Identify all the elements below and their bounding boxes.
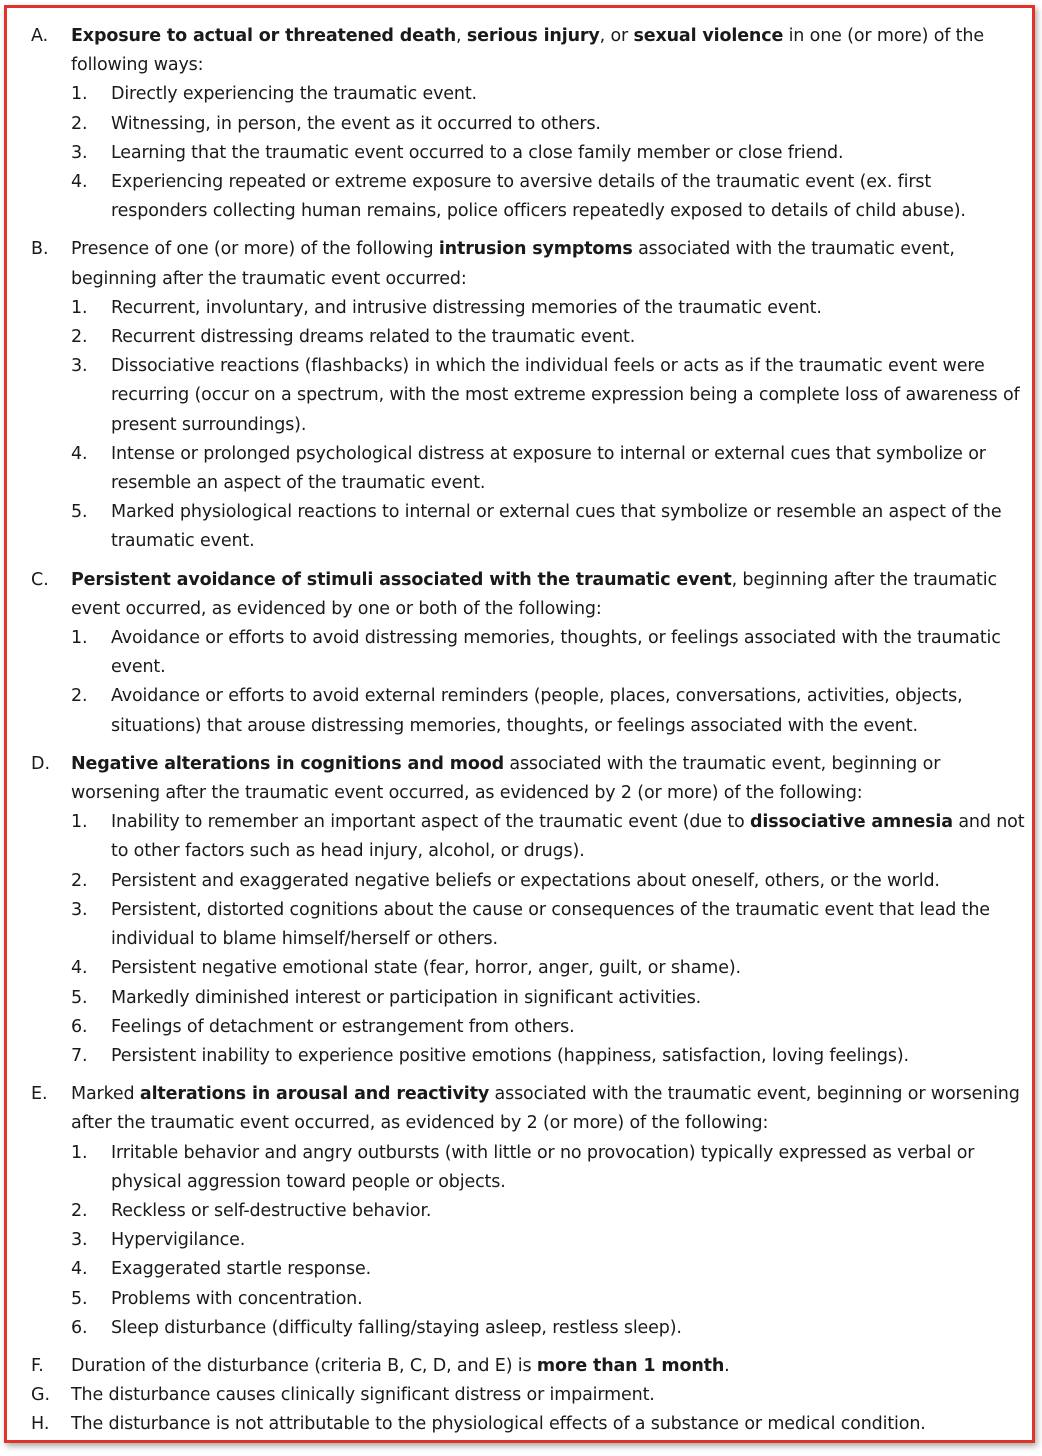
criterion-items [71,1139,1025,1343]
list-item [71,896,1025,954]
criterion-a [25,22,1025,226]
criterion-letter: A. [31,26,49,46]
list-item-text: Dissociative reactions (flashbacks) in which the individual feels or acts as if the traumatic event were recurring (occur on a spectrum, with the most extreme expression being a complete loss of awareness of present surroundings). [111,356,1020,435]
criterion-text-run: Duration of the disturbance (criteria B, C, D, and E) is [71,1355,537,1376]
criterion-text-run: . [724,1355,730,1376]
list-item-text: Sleep disturbance (difficulty falling/staying asleep, restless sleep). [111,1317,682,1338]
criterion-text-bold: Exposure to actual or threatened death [71,26,457,46]
list-item-number: 1. [71,84,88,105]
list-item-text: Irritable behavior and angry outbursts (with little or no provocation) typically expressed as verbal or physical aggression toward people or objects. [111,1142,975,1192]
list-item [71,139,1025,168]
list-item-text: Avoidance or efforts to avoid external reminders (people, places, conversations, activities, objects, situations) that arouse distressing memories, thoughts, or feelings associated with the event. [111,686,963,736]
criterion-text-bold: intrusion symptoms [438,239,633,260]
list-item-number: 7. [71,1045,88,1066]
list-item-text: Learning that the traumatic event occurred to a close family member or close friend. [111,142,844,163]
criterion-letter: F. [31,1355,44,1376]
list-item [71,1226,1025,1255]
criterion-text [71,750,1025,808]
list-item-number: 4. [71,443,88,464]
criterion-text-run: The disturbance is not attributable to the physiological effects of a substance or medical condition. [71,1414,926,1435]
list-item-text: Marked physiological reactions to internal or external cues that symbolize or resemble an aspect of the traumatic event. [111,502,1002,552]
criterion-text-run: Presence of one (or more) of the following [71,239,439,260]
criteria-frame [4,5,1035,1443]
list-item-text: Persistent negative emotional state (fear, horror, anger, guilt, or shame). [111,958,741,979]
criterion-d [25,750,1025,1071]
criterion-letter: G. [31,1385,51,1406]
list-item-number: 2. [71,686,88,707]
criterion-text [71,1381,1025,1410]
list-item-text: Reckless or self-destructive behavior. [111,1200,432,1221]
list-item-text: Recurrent distressing dreams related to the traumatic event. [111,327,636,348]
list-item-text: Directly experiencing the traumatic event. [111,84,477,105]
list-item [71,1042,1025,1071]
list-item [71,1139,1025,1197]
list-item-text: Witnessing, in person, the event as it occurred to others. [111,113,601,134]
list-item-text: Avoidance or efforts to avoid distressing memories, thoughts, or feelings associated with the traumatic event. [111,628,1001,678]
list-item [71,1285,1025,1314]
list-item [71,984,1025,1013]
list-item [71,352,1025,440]
criterion-g [25,1381,1025,1410]
list-item [71,323,1025,352]
list-item-number: 1. [71,1142,88,1163]
criterion-text-run: , beginning after the traumatic event occurred, as evidenced by one or both of the following: [71,569,997,619]
list-item [71,624,1025,682]
list-item [71,440,1025,498]
criterion-letter: C. [31,569,49,590]
criteria-list [25,22,1025,1440]
list-item-number: 2. [71,327,88,348]
criterion-text-run: , [456,26,467,46]
criterion-text [71,1410,1025,1439]
list-item-text: Hypervigilance. [111,1230,246,1251]
criterion-text-bold: Negative alterations in cognitions and mood [71,753,504,774]
list-item [71,80,1025,109]
list-item [71,1013,1025,1042]
list-item [71,498,1025,556]
criterion-letter: E. [31,1084,48,1105]
list-item-number: 4. [71,1259,88,1280]
list-item-number: 1. [71,812,88,833]
list-item-text: Feelings of detachment or estrangement from others. [111,1016,575,1037]
list-item-number: 6. [71,1317,88,1338]
list-item-number: 4. [71,172,88,193]
list-item-number: 2. [71,1200,88,1221]
criterion-items [71,808,1025,1071]
criterion-h [25,1410,1025,1439]
list-item-number: 3. [71,142,88,163]
list-item-number: 2. [71,870,88,891]
list-item [71,110,1025,139]
list-item-text: Inability to remember an important aspect of the traumatic event (due to [111,812,751,833]
list-item-text: Problems with concentration. [111,1288,363,1309]
list-item-text: Exaggerated startle response. [111,1259,371,1280]
list-item [71,682,1025,740]
criterion-text [71,1080,1025,1138]
list-item [71,168,1025,226]
list-item-text: Recurrent, involuntary, and intrusive distressing memories of the traumatic event. [111,297,822,318]
criterion-e [25,1080,1025,1343]
list-item-number: 2. [71,113,88,134]
criterion-items [71,624,1025,741]
criterion-text-run: associated with the traumatic event, beginning or worsening after the traumatic event occurred, as evidenced by 2 (or more) of the following: [71,753,941,804]
criterion-text [71,566,1025,624]
list-item-number: 5. [71,502,88,523]
list-item [71,808,1025,866]
criterion-text-bold: alterations in arousal and reactivity [139,1084,490,1105]
criterion-text-run: in one (or more) of the following ways: [71,26,984,76]
criterion-text [71,235,1025,293]
list-item [71,1314,1025,1343]
list-item [71,294,1025,323]
criterion-text-run: Marked [71,1084,140,1105]
list-item-number: 3. [71,356,88,377]
list-item-text: Persistent and exaggerated negative beliefs or expectations about oneself, others, or the world. [111,870,940,891]
criterion-items [71,294,1025,557]
list-item-number: 3. [71,899,88,920]
list-item-text: Markedly diminished interest or participation in significant activities. [111,987,702,1008]
criterion-items [71,80,1025,226]
criterion-text-bold: serious injury [466,26,600,46]
criterion-text-run: associated with the traumatic event, beginning or worsening after the traumatic event occurred, as evidenced by 2 (or more) of the following: [71,1084,1020,1134]
list-item-number: 5. [71,987,88,1008]
criterion-text-bold: more than 1 month [536,1355,725,1376]
list-item-number: 6. [71,1016,88,1037]
list-item-text: and not to other factors such as head injury, alcohol, or drugs). [111,812,1025,862]
criterion-text-bold: sexual violence [633,26,784,46]
list-item-number: 3. [71,1230,88,1251]
list-item-text: Persistent inability to experience positive emotions (happiness, satisfaction, loving feelings). [111,1045,909,1066]
list-item [71,1255,1025,1284]
list-item-text-bold: dissociative amnesia [750,812,953,833]
criterion-c [25,566,1025,741]
criterion-f [25,1352,1025,1381]
list-item [71,1197,1025,1226]
list-item [71,954,1025,983]
criterion-text [71,1352,1025,1381]
list-item-text: Experiencing repeated or extreme exposure to aversive details of the traumatic event (ex. first responders collecting human remains, police officers repeatedly exposed to details of child abuse). [111,172,966,222]
criterion-text-run: , or [599,26,634,46]
criterion-letter: B. [31,239,49,260]
criterion-text [71,22,1025,80]
list-item-number: 1. [71,297,88,318]
criterion-b [25,235,1025,556]
list-item-number: 1. [71,628,88,649]
criterion-text-bold: Persistent avoidance of stimuli associated with the traumatic event [71,569,732,590]
list-item-text: Intense or prolonged psychological distress at exposure to internal or external cues that symbolize or resemble an aspect of the traumatic event. [111,443,986,494]
list-item-number: 5. [71,1288,88,1309]
criterion-letter: H. [31,1414,50,1435]
criterion-text-run: associated with the traumatic event, beginning after the traumatic event occurred: [71,239,955,289]
list-item-text: Persistent, distorted cognitions about the cause or consequences of the traumatic event that lead the individual to blame himself/herself or others. [111,899,990,950]
list-item-number: 4. [71,958,88,979]
criterion-letter: D. [31,753,51,774]
list-item [71,867,1025,896]
criterion-text-run: The disturbance causes clinically significant distress or impairment. [71,1385,655,1406]
